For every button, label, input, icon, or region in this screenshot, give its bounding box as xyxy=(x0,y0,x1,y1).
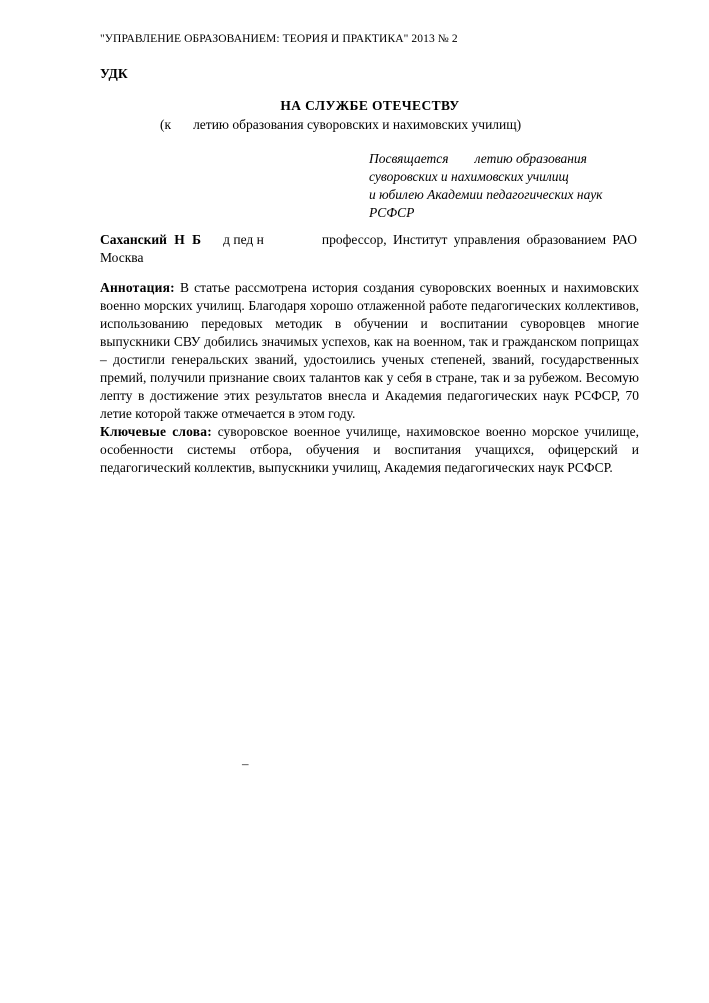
author-degree: д пед н xyxy=(223,232,264,247)
subtitle-open: (к xyxy=(160,117,172,132)
author-name: Саханский Н Б xyxy=(100,232,202,247)
footnote-dash: – xyxy=(242,756,249,771)
author-affiliation: профессор, Институт управления образованием РАО xyxy=(321,232,637,247)
dedication-line-2: суворовских и нахимовских училищ xyxy=(369,169,569,184)
keywords-label: Ключевые слова: xyxy=(100,424,212,439)
keywords-text: суворовское военное училище, нахимовское военно морское училище, особенности системы отбора, обучения и воспитания учащихся, офицерский и педагогический коллектив, выпускники училищ, Академия педагогических наук РСФСР. xyxy=(100,424,640,475)
annotation-paragraph xyxy=(100,279,639,423)
dedication-line-1a: Посвящается xyxy=(369,151,449,166)
dedication xyxy=(369,150,603,222)
author-city: Москва xyxy=(100,250,144,265)
dedication-line-1b: летию образования xyxy=(474,151,587,166)
article-title: НА СЛУЖБЕ ОТЕЧЕСТВУ xyxy=(280,98,460,113)
subtitle-rest: летию образования суворовских и нахимовских училищ) xyxy=(193,117,522,132)
author-line xyxy=(100,232,637,248)
dedication-line-4: РСФСР xyxy=(369,205,415,220)
udk-label: УДК xyxy=(100,66,128,81)
article-subtitle xyxy=(160,117,521,133)
dedication-line-1 xyxy=(369,150,603,168)
dedication-line-3: и юбилею Академии педагогических наук xyxy=(369,187,603,202)
keywords-paragraph xyxy=(100,423,639,477)
journal-header: "УПРАВЛЕНИЕ ОБРАЗОВАНИЕМ: ТЕОРИЯ И ПРАКТИКА" 2013 № 2 xyxy=(100,33,458,45)
annotation-text: В статье рассмотрена история создания суворовских военных и нахимовских военно морских училищ. Благодаря хорошо отлаженной работе педагогических коллективов, использованию передовых методик в обучении и воспитании суворовцев многие выпускники СВУ добились значимых успехов, как на военном, так и гражданском поприщах – достигли генеральских званий, удостоились ученых степеней, званий, государственных премий, получили признание своих талантов как у себя в стране, так и за рубежом. Весомую лепту в достижение этих результатов внесла и Академия педагогических наук РСФСР, 70 летие которой также отмечается в этом году. xyxy=(100,280,639,421)
annotation-label: Аннотация: xyxy=(100,280,175,295)
